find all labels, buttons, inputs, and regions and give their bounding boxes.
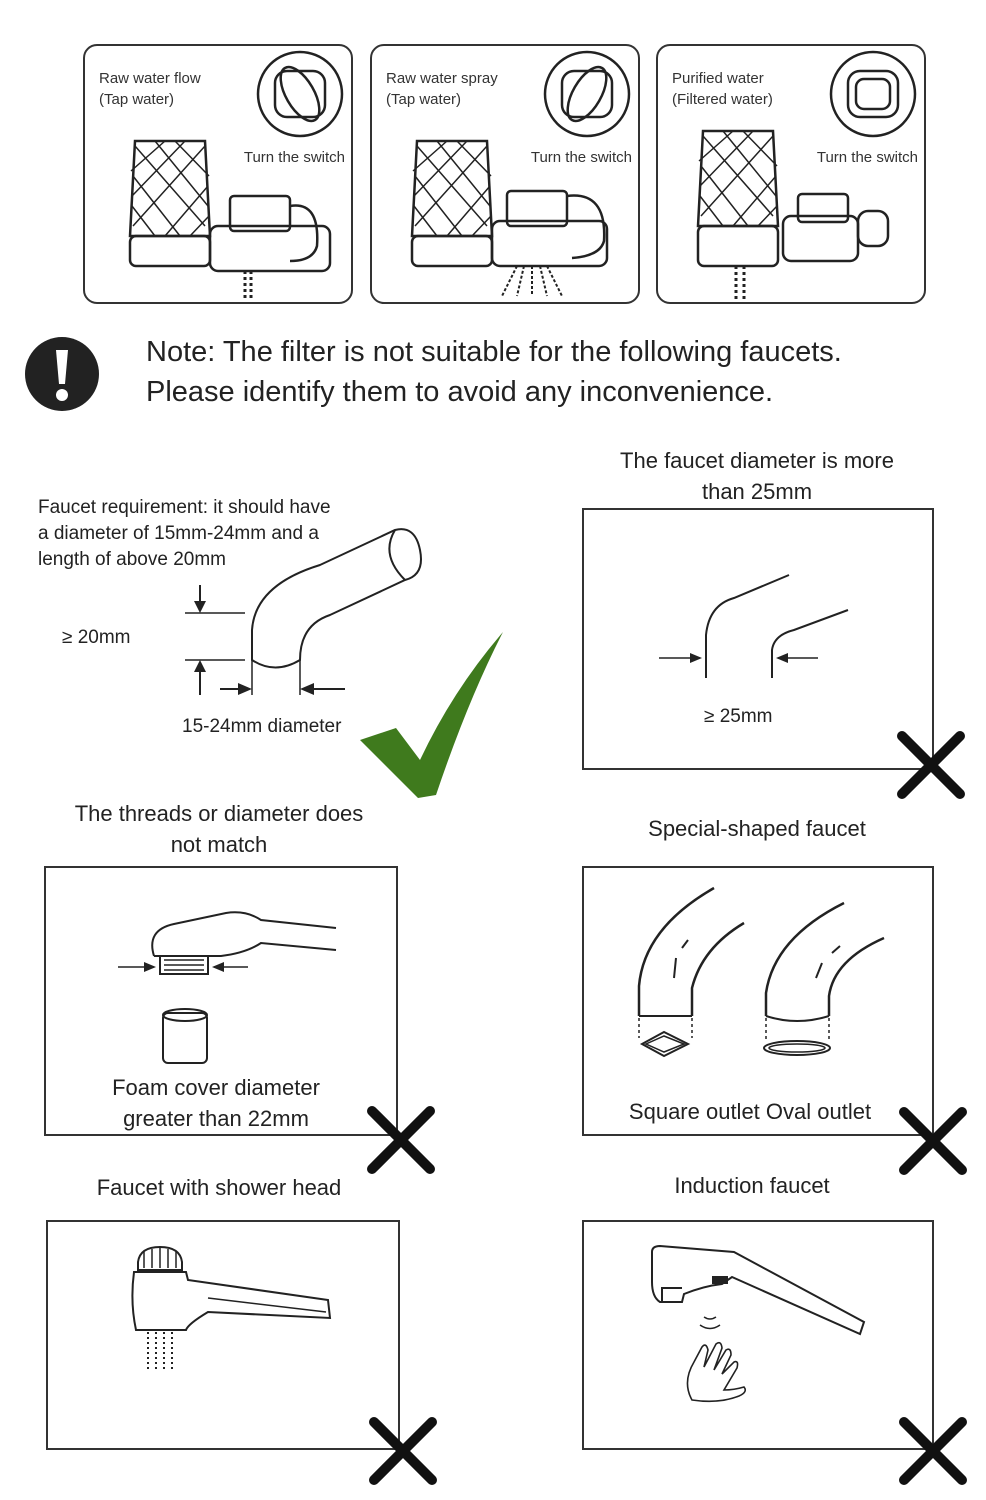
induction-box [582,1220,934,1450]
note-text [146,332,842,412]
mode-title-line1: Purified water [672,70,764,87]
cross-icon [898,1106,968,1176]
mode-title-line2: (Filtered water) [672,91,773,108]
special-shaped-title: Special-shaped faucet [648,816,866,841]
caption-line1: Foam cover diameter [112,1075,320,1100]
mode-panel-purified [656,44,926,304]
requirement-line1: Faucet requirement: it should have [38,497,331,518]
title-line1: The threads or diameter does [74,801,364,826]
title-line1: The faucet diameter is more [620,448,894,473]
diameter-label: 15-24mm diameter [182,716,342,737]
mode-title-line1: Raw water spray [386,70,498,87]
induction-title: Induction faucet [674,1173,830,1198]
switch-label: Turn the switch [816,149,918,166]
mode-title-line2: (Tap water) [386,91,462,108]
wide-faucet-illustration [584,510,936,772]
mode-title-line1: Raw water flow [99,70,201,87]
special-shaped-box [582,866,934,1136]
note-line1: Note: The filter is not suitable for the following faucets. [146,336,842,368]
length-label: ≥ 20mm [62,627,131,648]
threads-caption [46,1072,386,1134]
cross-icon [896,730,966,800]
title-line2: not match [170,832,268,857]
mode-panel-raw-flow [83,44,353,304]
cross-icon [368,1416,438,1486]
requirement-line2: a diameter of 15mm-24mm and a [38,523,319,544]
induction-faucet-illustration [584,1222,936,1452]
large-diameter-caption: ≥ 25mm [704,706,773,727]
warning-icon [24,336,100,412]
cross-icon [898,1416,968,1486]
requirement-line3: length of above 20mm [38,549,227,570]
title-line2: than 25mm [701,479,813,504]
switch-label: Turn the switch [530,149,632,166]
shower-head-box [46,1220,400,1450]
check-icon [358,630,508,800]
large-diameter-box [582,508,934,770]
large-diameter-title [582,445,932,507]
shower-faucet-illustration [48,1222,402,1452]
mode-title-line2: (Tap water) [99,91,175,108]
threads-box [44,866,398,1136]
shower-head-title: Faucet with shower head [96,1175,342,1200]
cross-icon [366,1105,436,1175]
filter-purified-illustration [658,46,928,306]
note-line2: Please identify them to avoid any inconvenience. [146,376,774,408]
filter-spray-illustration [372,46,642,306]
mode-panel-raw-spray [370,44,640,304]
switch-label: Turn the switch [243,149,345,166]
caption-line2: greater than 22mm [123,1106,309,1131]
special-shaped-caption: Square outlet Oval outlet [628,1099,872,1124]
threads-title [44,798,394,860]
filter-flow-illustration [85,46,355,306]
